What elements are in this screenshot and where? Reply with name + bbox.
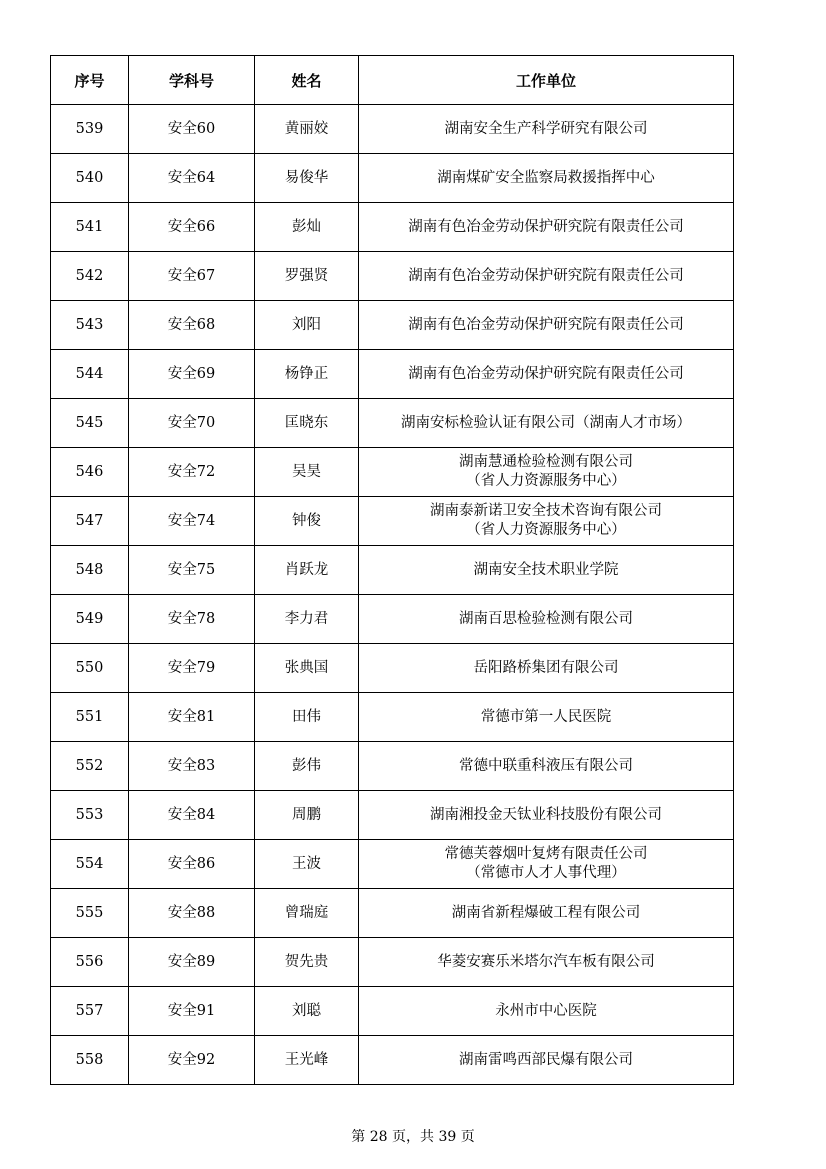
cell-name: 李力君 [255,595,359,644]
unit-line: 常德芙蓉烟叶复烤有限责任公司 [444,846,648,862]
cell-seq: 549 [51,595,129,644]
cell-seq: 556 [51,938,129,987]
table-row [51,546,734,595]
cell-unit [359,105,734,154]
cell-unit [359,154,734,203]
cell-unit [359,938,734,987]
unit-line: 湖南有色冶金劳动保护研究院有限责任公司 [408,267,684,284]
table-row [51,595,734,644]
table-row [51,448,734,497]
unit-line: 湖南安标检验认证有限公司（湖南人才市场） [401,414,691,431]
cell-code: 安全70 [129,399,255,448]
table-row [51,497,734,546]
cell-name: 黄丽姣 [255,105,359,154]
cell-name: 张典国 [255,644,359,693]
unit-line: 湖南百思检验检测有限公司 [459,610,633,627]
unit-line: 湖南有色冶金劳动保护研究院有限责任公司 [408,365,684,382]
cell-code: 安全88 [129,889,255,938]
cell-seq: 555 [51,889,129,938]
cell-code: 安全67 [129,252,255,301]
cell-unit [359,203,734,252]
cell-seq: 547 [51,497,129,546]
cell-unit [359,546,734,595]
cell-unit [359,595,734,644]
unit-line: 永州市中心医院 [495,1002,597,1019]
table-row [51,840,734,889]
cell-seq: 542 [51,252,129,301]
cell-seq: 546 [51,448,129,497]
unit-line: 湖南湘投金天钛业科技股份有限公司 [430,806,662,823]
cell-code: 安全79 [129,644,255,693]
cell-name: 王波 [255,840,359,889]
cell-seq: 553 [51,791,129,840]
cell-code: 安全92 [129,1036,255,1085]
table-body [51,105,734,1085]
cell-code: 安全86 [129,840,255,889]
table-header [51,56,734,105]
unit-line: 常德中联重科液压有限公司 [459,757,633,774]
cell-name: 钟俊 [255,497,359,546]
cell-name: 罗强贤 [255,252,359,301]
cell-unit [359,889,734,938]
cell-seq: 548 [51,546,129,595]
cell-code: 安全78 [129,595,255,644]
cell-seq: 557 [51,987,129,1036]
header-code: 学科号 [129,56,255,105]
cell-seq: 558 [51,1036,129,1085]
unit-line: （省人力资源服务中心） [466,522,626,538]
cell-code: 安全74 [129,497,255,546]
table-row [51,1036,734,1085]
unit-line: （省人力资源服务中心） [466,473,626,489]
table-row [51,791,734,840]
cell-name: 吴昊 [255,448,359,497]
cell-code: 安全69 [129,350,255,399]
cell-seq: 540 [51,154,129,203]
table-row [51,889,734,938]
cell-name: 彭伟 [255,742,359,791]
unit-line: 岳阳路桥集团有限公司 [473,659,619,676]
table-row [51,350,734,399]
cell-unit [359,644,734,693]
cell-unit [359,1036,734,1085]
cell-code: 安全91 [129,987,255,1036]
roster-table [50,55,734,1085]
table-row [51,644,734,693]
unit-line: 湖南有色冶金劳动保护研究院有限责任公司 [408,218,684,235]
cell-unit [359,742,734,791]
cell-unit [359,791,734,840]
cell-name: 刘阳 [255,301,359,350]
header-name: 姓名 [255,56,359,105]
cell-unit [359,399,734,448]
cell-seq: 544 [51,350,129,399]
unit-line: 湖南省新程爆破工程有限公司 [451,904,641,921]
unit-line: 湖南慧通检验检测有限公司 [459,454,633,470]
cell-name: 周鹏 [255,791,359,840]
cell-seq: 554 [51,840,129,889]
cell-name: 肖跃龙 [255,546,359,595]
cell-name: 贺先贵 [255,938,359,987]
table-row [51,105,734,154]
cell-name: 刘聪 [255,987,359,1036]
cell-code: 安全64 [129,154,255,203]
unit-line: 湖南煤矿安全监察局救援指挥中心 [437,169,655,186]
cell-name: 王光峰 [255,1036,359,1085]
page-number: 第 28 页，共 39 页 [351,1129,475,1145]
cell-unit [359,987,734,1036]
table-row [51,742,734,791]
cell-unit [359,448,734,497]
cell-name: 彭灿 [255,203,359,252]
cell-seq: 543 [51,301,129,350]
cell-code: 安全75 [129,546,255,595]
unit-line: 湖南有色冶金劳动保护研究院有限责任公司 [408,316,684,333]
cell-code: 安全66 [129,203,255,252]
unit-line: 华菱安赛乐米塔尔汽车板有限公司 [437,953,655,970]
unit-line: （常德市人才人事代理） [466,865,626,881]
header-unit: 工作单位 [359,56,734,105]
cell-code: 安全84 [129,791,255,840]
cell-code: 安全81 [129,693,255,742]
table-row [51,693,734,742]
cell-unit [359,252,734,301]
cell-unit [359,350,734,399]
cell-seq: 550 [51,644,129,693]
cell-name: 曾瑞庭 [255,889,359,938]
table-row [51,252,734,301]
unit-line: 常德市第一人民医院 [480,708,612,725]
header-seq: 序号 [51,56,129,105]
cell-unit [359,693,734,742]
header-row [51,56,734,105]
cell-seq: 551 [51,693,129,742]
unit-line: 湖南安全技术职业学院 [473,561,619,578]
cell-seq: 539 [51,105,129,154]
table-row [51,987,734,1036]
cell-code: 安全60 [129,105,255,154]
table-row [51,154,734,203]
table-row [51,938,734,987]
cell-code: 安全89 [129,938,255,987]
table-row [51,301,734,350]
table-row [51,399,734,448]
cell-code: 安全68 [129,301,255,350]
cell-unit [359,301,734,350]
unit-line: 湖南泰新诺卫安全技术咨询有限公司 [430,503,662,519]
cell-code: 安全72 [129,448,255,497]
unit-line: 湖南雷鸣西部民爆有限公司 [459,1051,633,1068]
cell-unit [359,840,734,889]
cell-name: 田伟 [255,693,359,742]
cell-name: 易俊华 [255,154,359,203]
cell-unit [359,497,734,546]
cell-seq: 545 [51,399,129,448]
cell-code: 安全83 [129,742,255,791]
cell-seq: 541 [51,203,129,252]
unit-line: 湖南安全生产科学研究有限公司 [444,120,648,137]
cell-name: 匡晓东 [255,399,359,448]
table-row [51,203,734,252]
cell-seq: 552 [51,742,129,791]
cell-name: 杨铮正 [255,350,359,399]
